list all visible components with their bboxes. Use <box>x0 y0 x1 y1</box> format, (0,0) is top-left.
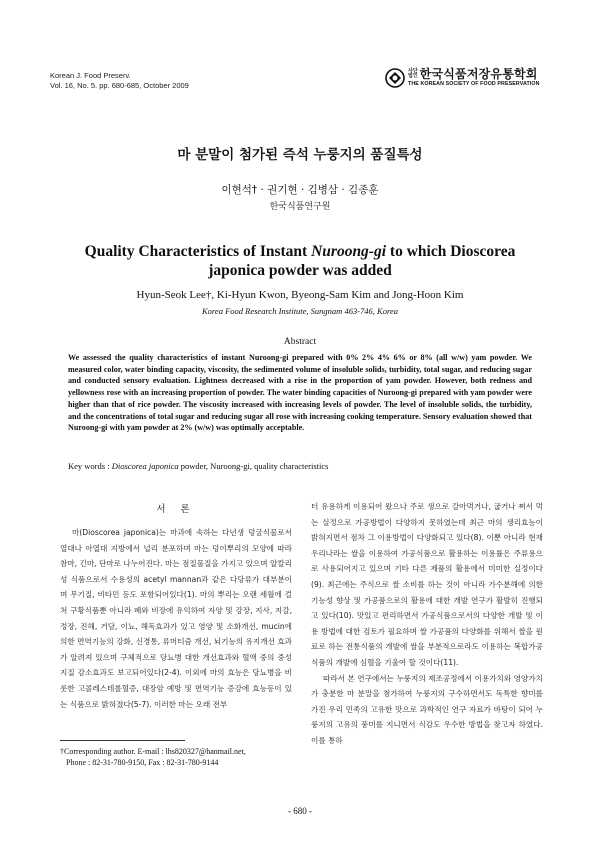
korean-title: 마 분말이 첨가된 즉석 누룽지의 품질특성 <box>177 147 423 163</box>
korean-authors: 이현석† · 권기현 · 김병삼 · 김종훈 <box>221 184 379 196</box>
society-logo <box>385 68 540 88</box>
english-title-part2: to which Dioscorea japonica powder was added <box>208 243 516 279</box>
body-paragraph: 마(Dioscorea japonica)는 마과에 속하는 다년생 덩굴식물로서 열대나 아열대 지방에서 널리 분포하며 마는 덩이뿌리의 모양에 따라 참마, 긴마, 단마로 나누어진다. 마는 점질물질을 가지고 있으며 알칼리성 식품으로서 수용성의 acetyl mannan과 같은 다당류가 대부분이며 무기질, 비타민 등도 포함되어있다(1). 마의 뿌리는 오랜 세월에 걸쳐 구황식품뿐 아니라 폐와 비장에 유익하여 자양 및 강장, 지사, 지갈, 정장, 진해, 거담, 이뇨, 해독효과가 있고 영양 및 소화개선, mucin에 의한 면역기능의 강화, 신경통, 류머티즘 개선, 뇌기능의 유지개선 효과가 알려져 있으며 구체적으로 당뇨병 대한 개선효과와 혈액 중의 중성지질 감소효과도 보고되어있다(2-4). 이외에 마의 효능은 당뇨병을 비롯한 고콜레스테롤혈증, 대장암 예방 및 면역기능 증강에 효능등이 있는 식품으로 밝혀졌다(5-7). 이러한 마는 오래 전부 <box>60 528 292 709</box>
english-title-part1: Quality Characteristics of Instant <box>84 243 312 260</box>
body-paragraph: 터 유용하게 이용되어 왔으나 주로 생으로 갈아먹거나, 굽거나 쪄서 먹는 실정으로 가공방법이 다양하지 못하였는데 최근 마의 생리효능이 밝혀지면서 점차 그 이용방법이 다양화되고 있다(8). 이뿐 아니라 현재 우리나라는 쌀을 이용하여 가공식품으로 활용하는 이용률은 주류용으로 사용되어지고 있으며 기타 다른 제품의 활용에서 미미한 실정이다(9). 최근에는 주식으로 쌀 소비를 하는 것이 아니라 가수분해에 의한 기능성 향상 및 가공품으로의 활용에 대한 개발 연구가 활발히 진행되고 있다(10). 맛있고 편리하면서 가공식품으로서의 다양한 개발 및 이용 방법에 대한 검토가 필요하며 쌀 가공품의 다양화를 위해서 쌀을 원료로 하는 전통식품의 개발에 쌀을 부분적으로라도 이용하는 복합가공식품의 개발에 심혈을 기울여 할 것이다(11). <box>311 502 543 667</box>
abstract-text: We assessed the quality characteristics of instant Nuroong-gi prepared with 0% 2% 4% 6% or 8% (all w/w) yam powder. We measured color, water binding capacity, viscosity, the sedimented volume of insoluble solids, turbidity, total sugar, and reducing sugar and conducted sensory evaluation. Lightness decreased with a rise in the proportion of yam powder. However, both redness and yellowness rose with an increasing proportion of powder. The water binding capacities of Nuroong-gi prepared with yam powder were higher than that of rice powder. The viscosity increased with increasing levels of powder. The level of insoluble solids, the turbidity, and the concentrations of total sugar and reducing sugar all rose with increasing cooking temperature. Sensory evaluation showed that Nuroong-gi with yam powder at 2% (w/w) was optimally acceptable. <box>68 353 532 433</box>
footnote-contact: †Corresponding author. E-mail : lhs820327@hanmail.net, <box>60 747 246 756</box>
society-name-korean: 한국식품저장유통학회 <box>419 67 538 82</box>
page-number: - 680 - <box>288 806 312 816</box>
journal-citation <box>50 71 189 91</box>
body-column-left <box>60 525 292 712</box>
section-heading-introduction: 서 론 <box>156 504 196 515</box>
keywords <box>68 461 532 471</box>
korean-affiliation: 한국식품연구원 <box>269 202 331 212</box>
society-emblem-icon <box>385 68 405 88</box>
english-title <box>60 242 540 280</box>
footnote-rule <box>60 740 185 741</box>
body-paragraph: 따라서 본 연구에서는 누룽지의 제조공정에서 이용가치와 영양가치가 충분한 마 분말을 첨가하여 누룽지의 구수하면서도 독특한 향미를 가진 우리 민족의 고유한 맛으로 과학적인 연구 자료가 바탕이 되어 누룽지의 고유의 풍미를 지니면서 식감도 우수한 방법을 찾고자 하였다. 이를 통하 <box>311 673 543 745</box>
journal-name: Korean J. Food Preserv. <box>50 71 131 80</box>
footnote-phone: Phone : 82-31-780-9150, Fax : 82-31-780-9144 <box>66 758 219 767</box>
english-title-italic: Nuroong-gi <box>311 243 387 260</box>
keywords-italic: Dioscorea japonica <box>111 461 179 471</box>
keywords-rest: powder, Nuroong-gi, quality characteristics <box>178 461 329 471</box>
journal-volume: Vol. 16, No. 5. pp. 680-685, October 2009 <box>50 81 189 90</box>
english-authors: Hyun-Seok Lee†, Ki-Hyun Kwon, Byeong-Sam Kim and Jong-Hoon Kim <box>136 289 464 301</box>
society-prefix-top: 사단 <box>408 68 418 75</box>
abstract-heading: Abstract <box>283 337 317 347</box>
keywords-label: Key words : <box>68 461 112 471</box>
society-prefix-bottom: 법인 <box>408 73 418 80</box>
society-name-english: THE KOREAN SOCIETY OF FOOD PRESERVATION <box>408 81 540 88</box>
english-affiliation: Korea Food Research Institute, Sungnam 463-746, Korea <box>202 306 398 316</box>
footnote <box>60 746 300 768</box>
body-column-right <box>311 499 543 749</box>
